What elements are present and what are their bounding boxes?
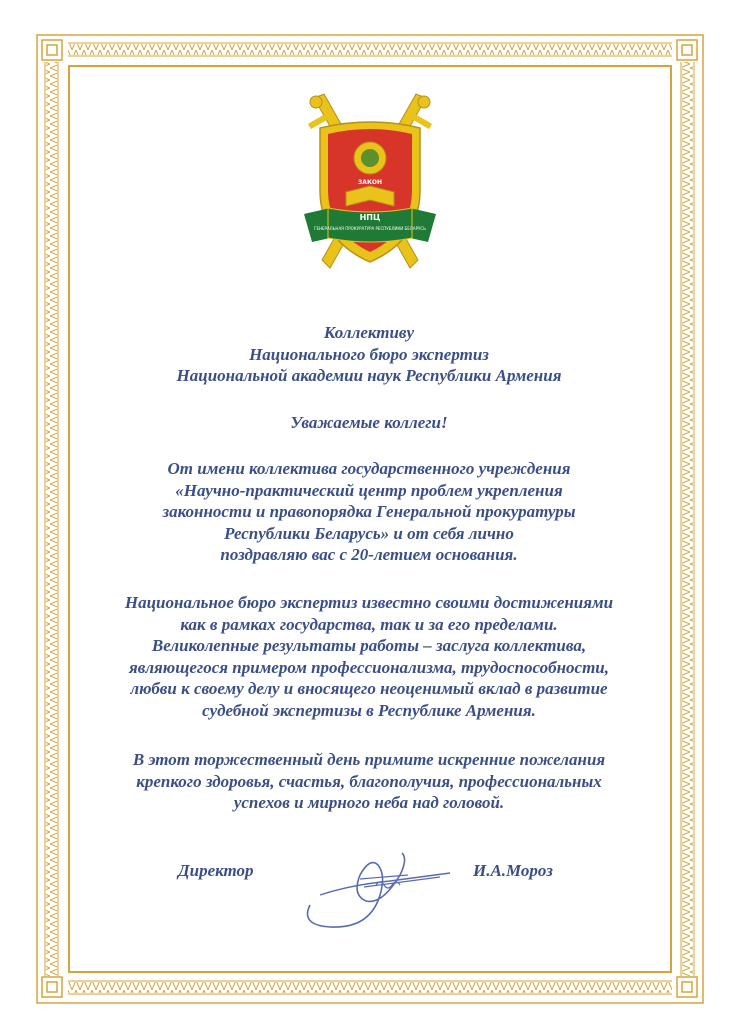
paragraph-wishes xyxy=(80,749,658,814)
address-line: Национальной академии наук Республики Армения xyxy=(176,366,562,386)
prosecutor-emblem-logo xyxy=(300,90,440,280)
paragraph-line: Великолепные результаты работы – заслуга коллектива, xyxy=(151,636,587,656)
address-line: Национального бюро экспертиз xyxy=(249,344,489,364)
paragraph-line: крепкого здоровья, счастья, благополучия, профессиональных xyxy=(136,771,602,791)
paragraph-achievements xyxy=(80,592,658,722)
paragraph-line: Республики Беларусь» и от себя лично xyxy=(224,523,514,543)
greeting-text: Уважаемые коллеги! xyxy=(290,413,448,432)
paragraph-line: Национальное бюро экспертиз известно своими достижениями xyxy=(124,593,614,612)
signatory-title: Директор xyxy=(178,861,254,880)
svg-text:НПЦ: НПЦ xyxy=(359,213,381,222)
paragraph-line: «Научно-практический центр проблем укрепления xyxy=(175,480,563,500)
paragraph-line: В этот торжественный день примите искренние пожелания xyxy=(132,750,606,769)
signatory-name: И.А.Мороз xyxy=(473,861,553,880)
svg-text:ГЕНЕРАЛЬНАЯ ПРОКУРАТУРА РЕСПУБ: ГЕНЕРАЛЬНАЯ ПРОКУРАТУРА РЕСПУБЛИКИ БЕЛАРУСЬ xyxy=(314,226,426,231)
address-line: Коллективу xyxy=(323,323,415,342)
paragraph-line: как в рамках государства, так и за его пределами. xyxy=(180,614,558,634)
paragraph-line: судебной экспертизы в Республике Армения. xyxy=(202,700,536,720)
recipient-address xyxy=(80,322,658,387)
paragraph-line: поздравляю вас с 20-летием основания. xyxy=(220,545,518,565)
paragraph-line: любви к своему делу и вносящего неоценимый вклад в развитие xyxy=(130,679,608,699)
paragraph-line: являющегося примером профессионализма, трудоспособности, xyxy=(128,657,610,677)
greeting xyxy=(80,412,658,434)
svg-text:ЗАКОН: ЗАКОН xyxy=(358,179,382,186)
paragraph-congratulation xyxy=(80,458,658,566)
handwritten-signature xyxy=(290,835,455,935)
paragraph-line: От имени коллектива государственного учреждения xyxy=(167,459,571,478)
paragraph-line: успехов и мирного неба над головой. xyxy=(233,793,505,813)
paragraph-line: законности и правопорядка Генеральной прокуратуры xyxy=(162,502,576,522)
